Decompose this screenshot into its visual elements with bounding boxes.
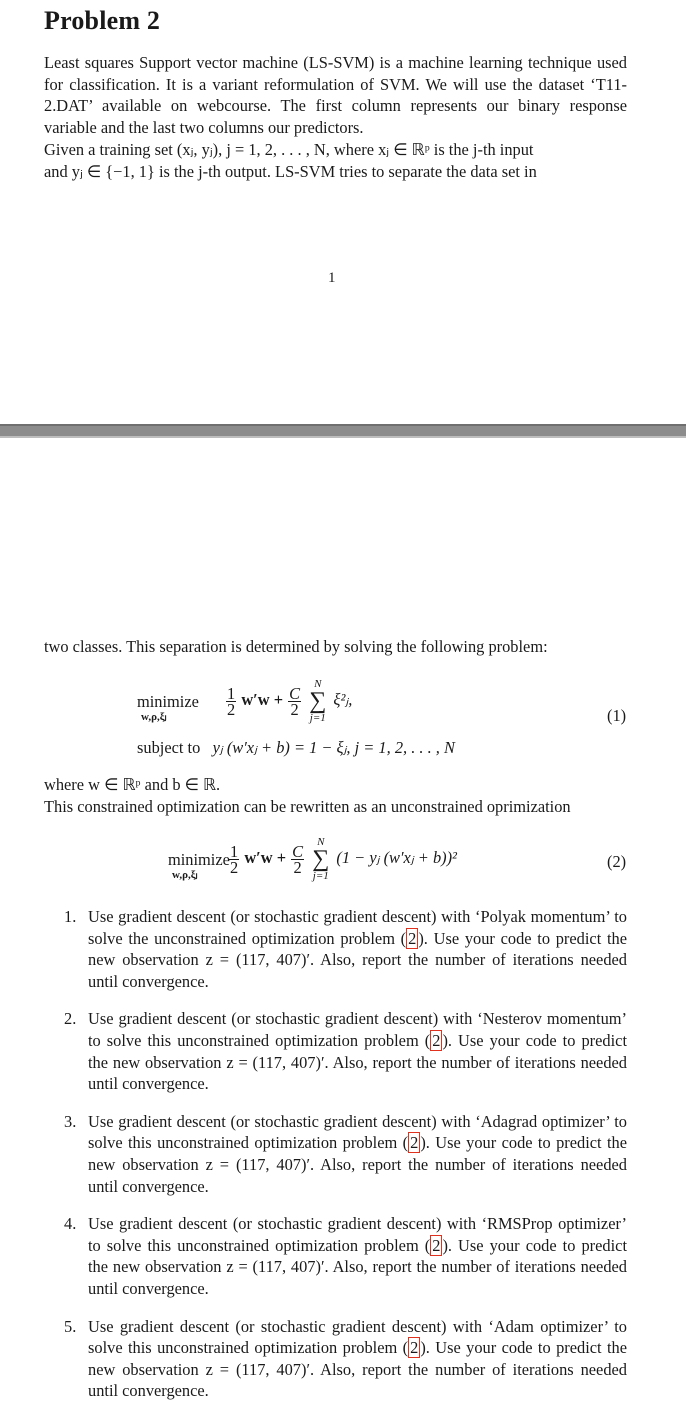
equation-ref-link[interactable]: 2 — [432, 1030, 441, 1050]
given-line-2: and yⱼ ∈ {−1, 1} is the j-th output. LS-SVM tries to separate the data set in — [44, 162, 537, 181]
equation-ref-link[interactable]: 2 — [410, 1338, 419, 1358]
eq1-frac-num: 1 — [227, 683, 236, 703]
task-text: Use gradient descent (or stochastic gradient descent) with ‘RMSProp optimizer’ to solve this unconstrained optimization problem ( — [88, 1214, 627, 1255]
equation-ref-link[interactable]: 2 — [432, 1235, 441, 1255]
task-item — [44, 1111, 627, 1197]
eq1-sum-bottom: j=1 — [309, 712, 326, 724]
equation-ref-link[interactable]: 2 — [408, 928, 417, 948]
page-number: 1 — [328, 270, 336, 286]
sigma-icon: ∑ — [309, 688, 327, 714]
eq1-summand: ξ²ⱼ, — [333, 689, 353, 709]
task-item — [44, 1008, 627, 1094]
page-separator — [0, 424, 686, 438]
equation-1 — [137, 672, 617, 762]
eq2-frac-num: 1 — [230, 841, 239, 861]
eq2-minimize-sub: w,ρ,ξⱼ — [172, 869, 198, 881]
eq1-minimize-sub: w,ρ,ξⱼ — [141, 711, 167, 723]
equation-2 — [168, 832, 608, 892]
eq1-minimize: minimize — [137, 692, 199, 711]
eq2-sum-top: N — [317, 836, 325, 848]
page-1 — [0, 0, 686, 424]
eq1-term: w′w + — [241, 689, 284, 709]
eq2-minimize: minimize — [168, 850, 230, 869]
task-text: Use gradient descent (or stochastic gradient descent) with ‘Nesterov momentum’ to solve this unconstrained optimization problem ( — [88, 1009, 627, 1050]
where-line: where w ∈ ℝᵖ and b ∈ ℝ. — [44, 775, 221, 794]
continuation-paragraph: two classes. This separation is determined by solving the following problem: — [44, 637, 548, 656]
task-text-end: ). Use your code to predict the new observation z = (117, 407)′. Also, report the number of iterations needed until convergence. — [88, 928, 627, 991]
task-text: Use gradient descent (or stochastic gradient descent) with ‘Polyak momentum’ to solve the unconstrained optimization problem ( — [88, 907, 627, 948]
task-number: 3. — [64, 1111, 77, 1131]
eq2-frac-den: 2 — [230, 857, 239, 877]
eq1-subject-to: subject to — [137, 738, 201, 757]
task-text-end: ). Use your code to predict the new observation z = (117, 407)′. Also, report the number of iterations needed until convergence. — [88, 1338, 627, 1401]
task-number: 2. — [64, 1009, 77, 1029]
eq2-sum-bottom: j=1 — [312, 870, 329, 882]
given-line-1: Given a training set (xⱼ, yⱼ), j = 1, 2, . . . , N, where xⱼ ∈ ℝᵖ is the j-th input — [44, 140, 534, 159]
eq2-summand: (1 − yⱼ (w′xⱼ + b))² — [336, 847, 457, 867]
eq1-frac-den: 2 — [227, 699, 236, 719]
task-item — [44, 1316, 627, 1402]
rewrite-paragraph: This constrained optimization can be rewritten as an unconstrained oprimization — [44, 797, 571, 816]
task-item — [44, 906, 627, 992]
equation-1-number: (1) — [607, 706, 627, 725]
task-list — [44, 906, 627, 1418]
eq1-constraint: yⱼ (w′xⱼ + b) = 1 − ξⱼ, j = 1, 2, . . . , N — [212, 738, 455, 757]
eq1-half-fraction — [226, 683, 236, 719]
eq1-c-den: 2 — [290, 699, 299, 719]
eq1-sum — [309, 678, 326, 724]
task-text-end: ). Use your code to predict the new observation z = (117, 407)′. Also, report the number of iterations needed until convergence. — [88, 1030, 627, 1094]
sigma-icon: ∑ — [312, 846, 330, 872]
eq2-c-num: C — [292, 841, 304, 861]
eq1-sum-top: N — [314, 678, 322, 690]
eq2-c-fraction — [291, 841, 304, 877]
eq2-term: w′w + — [244, 847, 287, 867]
task-item — [44, 1213, 627, 1299]
task-text-end: ). Use your code to predict the new observation z = (117, 407)′. Also, report the number of iterations needed until convergence. — [88, 1133, 627, 1196]
eq2-c-den: 2 — [293, 857, 302, 877]
task-text: Use gradient descent (or stochastic gradient descent) with ‘Adam optimizer’ to solve this unconstrained optimization problem ( — [88, 1316, 627, 1358]
task-number: 4. — [64, 1214, 77, 1234]
eq1-c-num: C — [289, 683, 301, 703]
eq2-sum — [312, 836, 329, 882]
eq2-half-fraction — [229, 841, 239, 877]
intro-paragraph: Least squares Support vector machine (LS-SVM) is a machine learning technique used for classification. It is a variant reformulation of SVM. We will use the dataset ‘T11-2.DAT’ available on webcourse. The first column represents our binary response variable and the last two columns our predictors. — [44, 53, 627, 137]
problem-heading: Problem 2 — [44, 6, 161, 35]
eq1-c-fraction — [288, 683, 301, 719]
task-number: 5. — [64, 1316, 77, 1336]
task-text: Use gradient descent (or stochastic gradient descent) with ‘Adagrad optimizer’ to solve this unconstrained optimization problem ( — [88, 1111, 627, 1153]
task-text-end: ). Use your code to predict the new observation z = (117, 407)′. Also, report the number of iterations needed until convergence. — [88, 1235, 627, 1298]
task-number: 1. — [64, 907, 77, 926]
equation-2-number: (2) — [607, 852, 627, 871]
equation-ref-link[interactable]: 2 — [410, 1133, 419, 1153]
